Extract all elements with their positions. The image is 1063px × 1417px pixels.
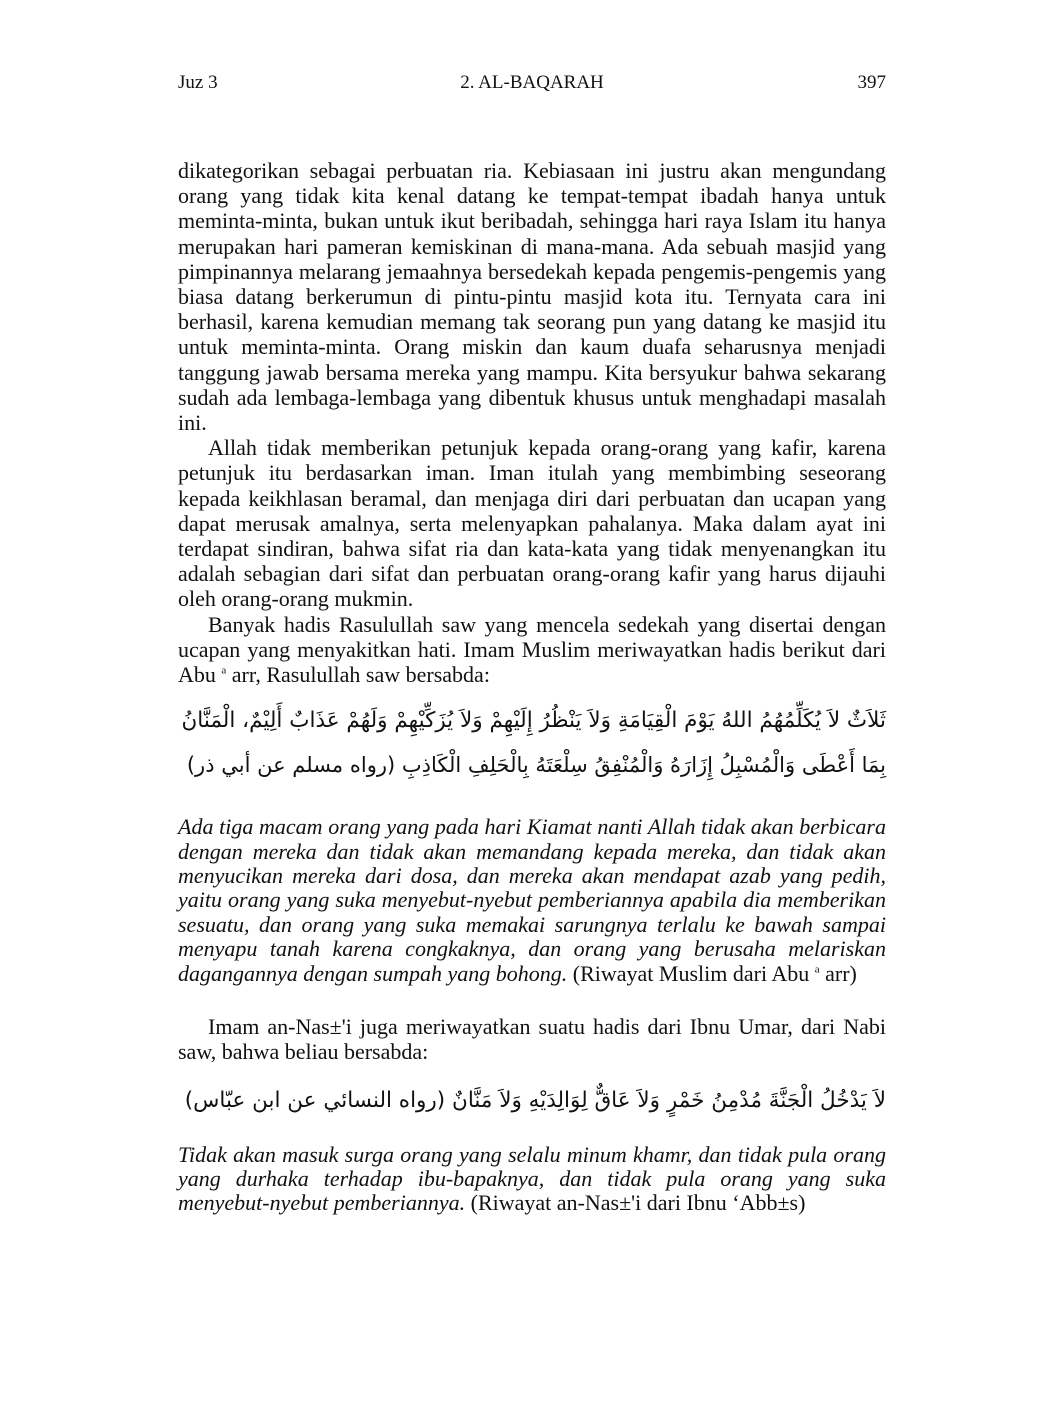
hadith-1-translation xyxy=(178,815,886,986)
hadith-1-intro xyxy=(178,612,886,688)
hadith-2-intro: Imam an-Nas±'i juga meriwayatkan suatu hadis dari Ibnu Umar, dari Nabi saw, bahwa beliau bersabda: xyxy=(178,1014,886,1065)
hadith-1-source-end: arr) xyxy=(819,960,857,986)
hadith-1-intro-superscript: a xyxy=(221,664,227,677)
hadith-1-arabic-line-2: بِمَا أَعْطَى وَالْمُسْبِلُ إِزَارَهُ وَالْمُنْفِقُ سِلْعَتَهُ بِالْحَلِفِ الْكَاذِبِ (رواه مسلم عن أبي ذر) xyxy=(186,753,886,778)
running-header xyxy=(178,72,886,98)
chapter-title: 2. AL-BAQARAH xyxy=(460,72,604,93)
hadith-2-arabic-line: لاَ يَدْخُلُ الْجَنَّةَ مُدْمِنُ خَمْرٍ وَلاَ عَاقٌّ لِوَالِدَيْهِ وَلاَ مَنَّانٌ (رواه النسائي عن ابن عبّاس) xyxy=(184,1087,886,1113)
hadith-1-arabic-line-1: ثَلاَثٌ لاَ يُكَلِّمُهُمُ اللهُ يَوْمَ الْقِيَامَةِ وَلاَ يَنْظُرُ إِلَيْهِمْ وَلاَ يُزَكِّيْهِمْ وَلَهُمْ عَذَابٌ أَلِيْمٌ، الْمَنَّانُ xyxy=(181,708,886,734)
hadith-1-intro-text-end: arr, Rasulullah saw bersabda: xyxy=(226,662,490,688)
hadith-1-source: (Riwayat Muslim dari Abu xyxy=(567,960,815,986)
hadith-2-translation-text: Tidak akan masuk surga orang yang selalu minum khamr, dan tidak pula orang yang durhaka terhadap ibu-bapaknya, dan tidak pula orang yang suka menyebut-nyebut pemberiannya. xyxy=(178,1141,886,1216)
body-paragraph-2: Allah tidak memberikan petunjuk kepada orang-orang yang kafir, karena petunjuk itu berdasarkan iman. Iman itulah yang membimbing seseorang kepada keikhlasan beramal, dan menjaga diri dari perbuatan dan ucapan yang dapat merusak amalnya, serta melenyapkan pahalanya. Maka dalam ayat ini terdapat sindiran, bahwa sifat ria dan kata-kata yang tidak menyenangkan itu adalah sebagian dari sifat dan perbuatan orang-orang kafir yang harus dijauhi oleh orang-orang mukmin. xyxy=(178,435,886,612)
hadith-2-arabic xyxy=(178,1079,886,1123)
page-number: 397 xyxy=(857,72,886,93)
hadith-2-translation xyxy=(178,1143,886,1216)
hadith-1-arabic xyxy=(178,699,886,787)
body-paragraph-1: dikategorikan sebagai perbuatan ria. Kebiasaan ini justru akan mengundang orang yang tidak kita kenal datang ke tempat-tempat ibadah hanya untuk meminta-minta, bukan untuk ikut beribadah, sehingga hari raya Islam itu hanya merupakan hari pameran kemiskinan di mana-mana. Ada sebuah masjid yang pimpinannya melarang jemaahnya bersedekah kepada pengemis-pengemis yang biasa datang berkerumun di pintu-pintu masjid kota itu. Ternyata cara ini berhasil, karena kemudian memang tak seorang pun yang datang ke masjid itu untuk meminta-minta. Orang miskin dan kaum duafa seharusnya menjadi tanggung jawab bersama mereka yang mampu. Kita bersyukur bahwa sekarang sudah ada lembaga-lembaga yang dibentuk khusus untuk menghadapi masalah ini. xyxy=(178,158,886,436)
juz-label: Juz 3 xyxy=(178,72,218,93)
hadith-1-source-superscript: a xyxy=(814,963,820,976)
hadith-1-translation-text: Ada tiga macam orang yang pada hari Kiamat nanti Allah tidak akan berbicara dengan mereka dan tidak akan memandang kepada mereka, dan tidak akan menyucikan mereka dari dosa, dan mereka akan mendapat azab yang pedih, yaitu orang yang suka menyebut-nyebut pemberiannya apabila dia memberikan sesuatu, dan orang yang suka memakai sarungnya terlalu ke bawah sampai menyapu tanah karena congkaknya, dan orang yang berusaha melariskan dagangannya dengan sumpah yang bohong. xyxy=(178,814,886,986)
page-body xyxy=(178,158,886,1216)
hadith-1-intro-text: Banyak hadis Rasulullah saw yang mencela sedekah yang disertai dengan ucapan yang menyakitkan hati. Imam Muslim meriwayatkan hadis berikut dari Abu xyxy=(178,611,886,688)
hadith-2-source: (Riwayat an-Nas±'i dari Ibnu ‘Abb±s) xyxy=(465,1190,806,1216)
